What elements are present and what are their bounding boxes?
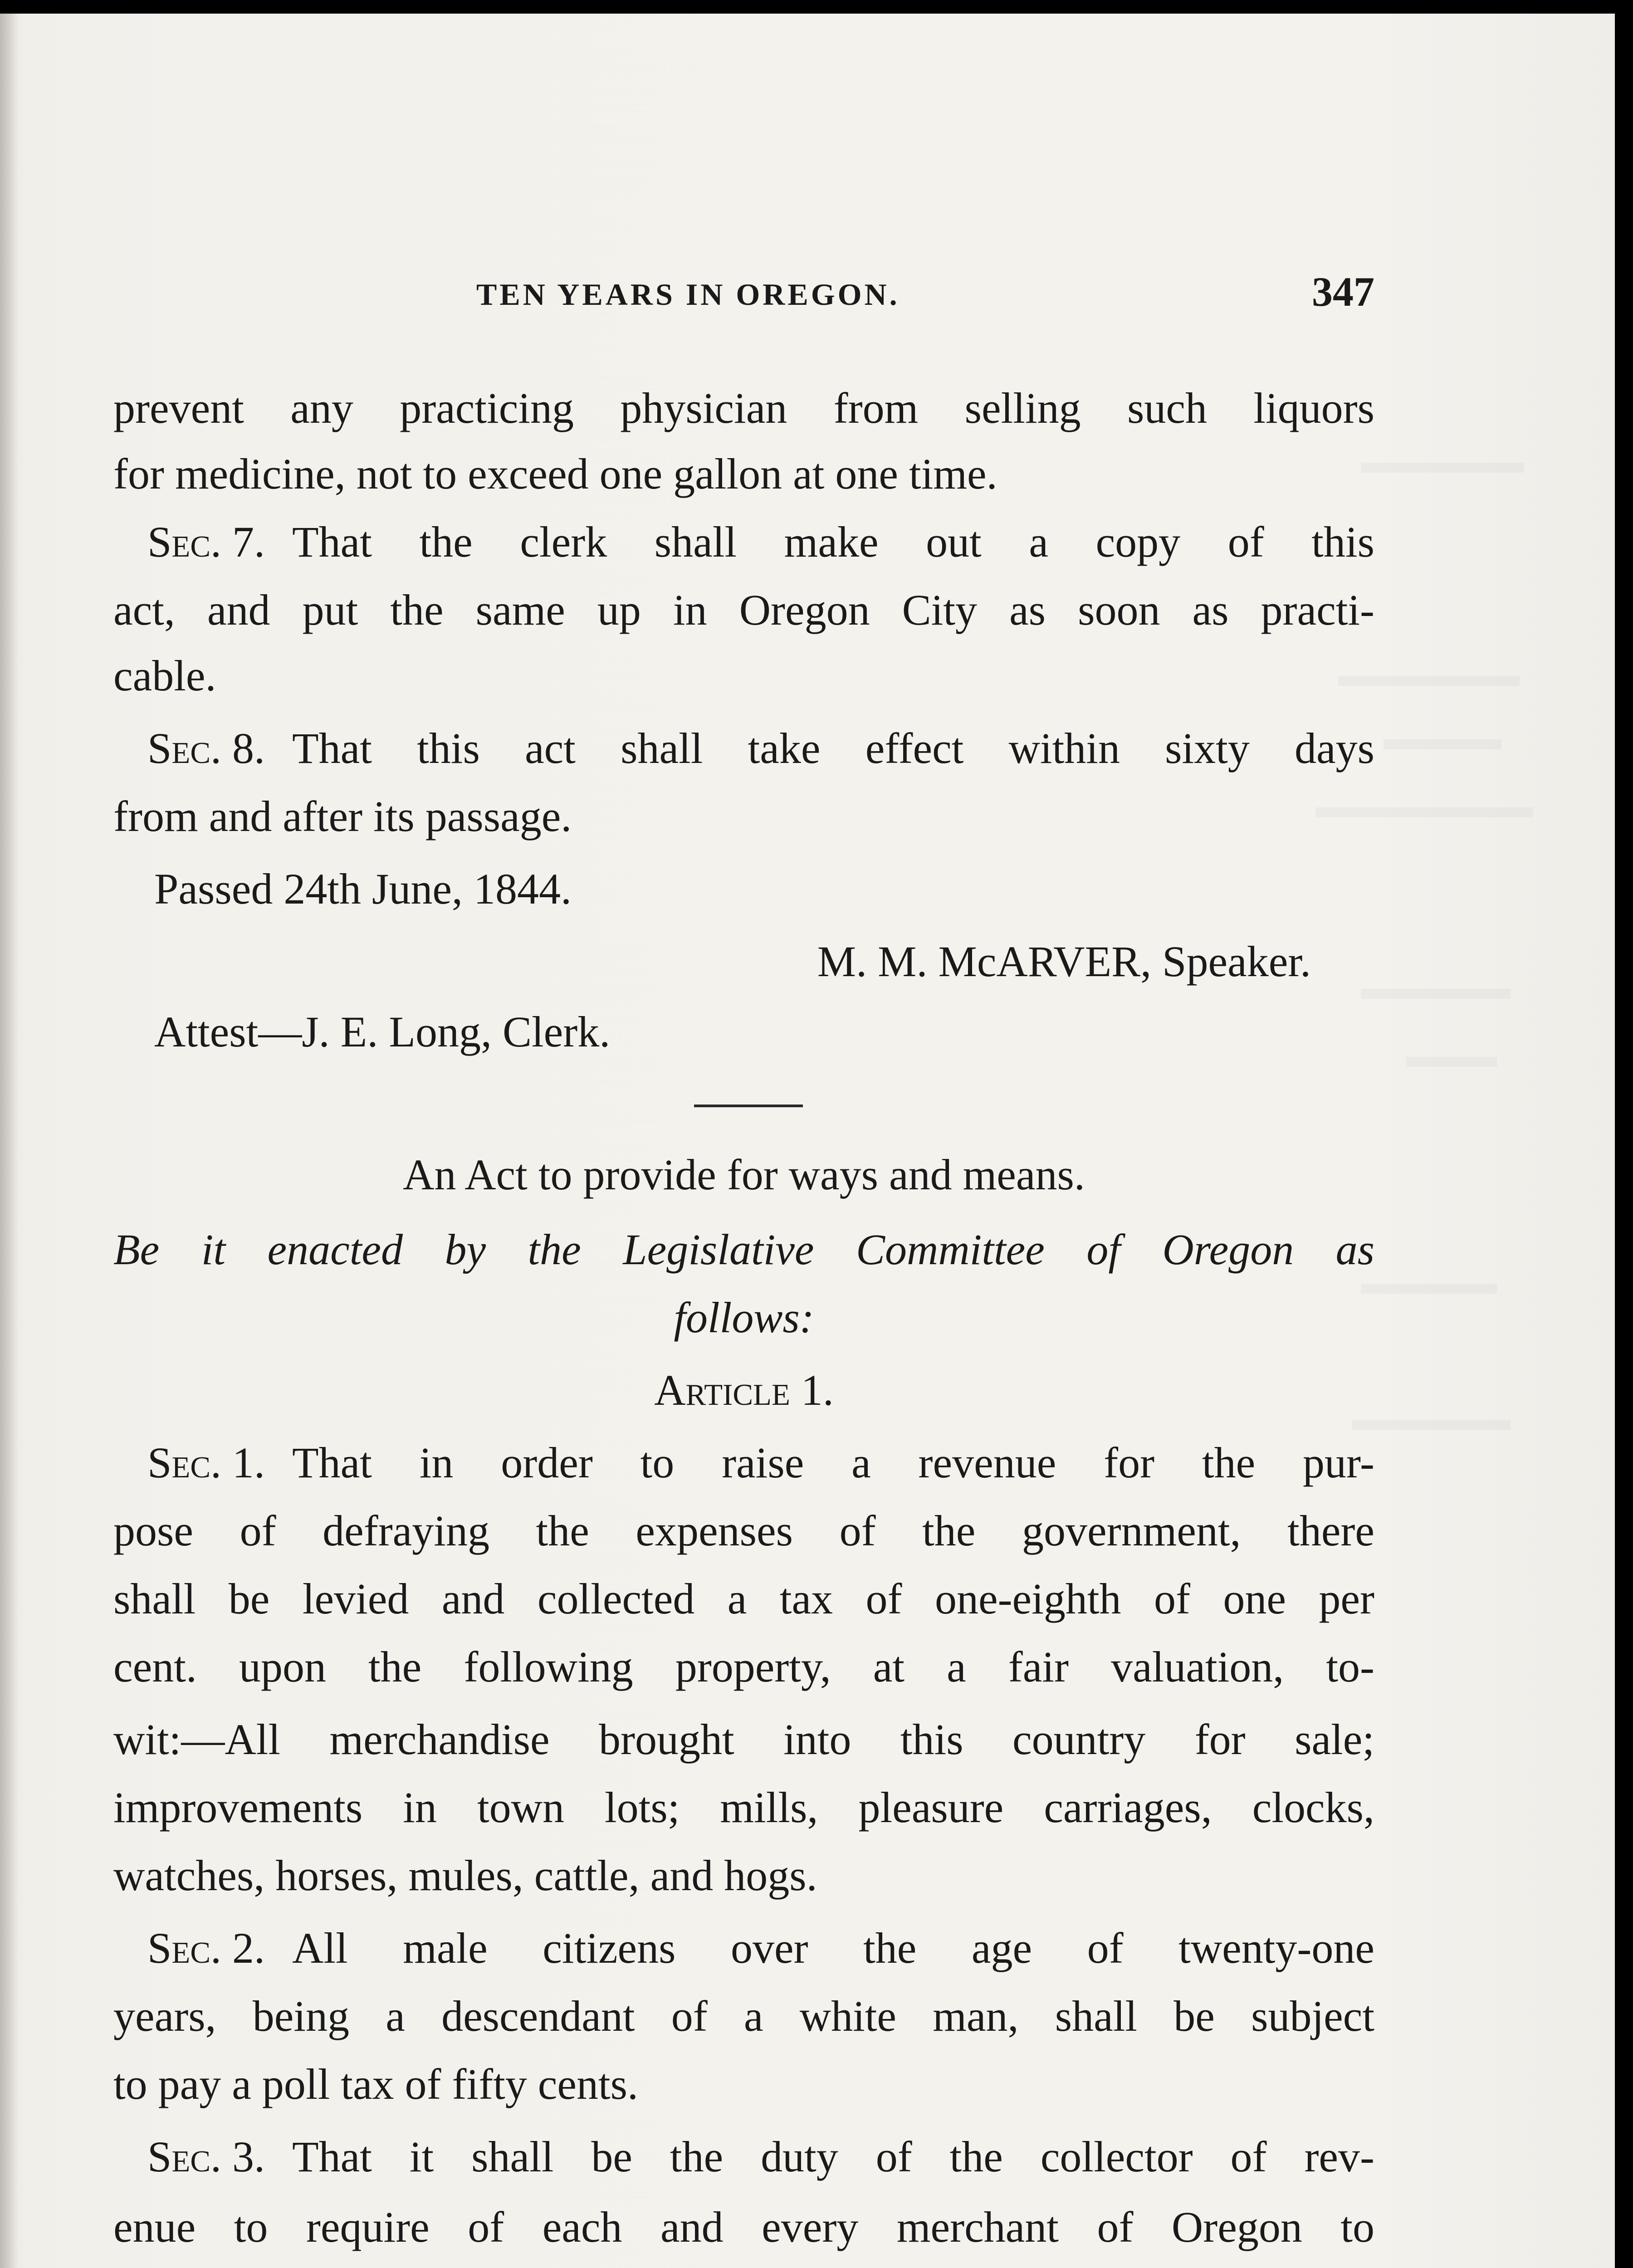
text-line: to pay a poll tax of fifty cents. xyxy=(113,2060,639,2108)
section-text: That in order to raise a revenue for the pur- xyxy=(292,1438,1374,1487)
text-line: cent. upon the following property, at a fair valuation, to- xyxy=(113,1642,1374,1691)
text-line: wit:—All merchandise brought into this country for sale; xyxy=(113,1715,1374,1764)
text-line: for medicine, not to exceed one gallon at one time. xyxy=(113,450,997,498)
text-line: Article 1. xyxy=(654,1366,834,1414)
section-text: That it shall be the duty of the collector of rev- xyxy=(292,2132,1374,2181)
text-line: Passed 24th June, 1844. xyxy=(154,865,572,913)
text-line xyxy=(113,2130,1374,2184)
book-page xyxy=(0,14,1615,2268)
running-header xyxy=(113,268,1374,318)
text-line: An Act to provide for ways and means. xyxy=(403,1150,1085,1199)
text-line: Attest—J. E. Long, Clerk. xyxy=(154,1007,611,1056)
text-line: enue to require of each and every merchant of Oregon to xyxy=(113,2203,1374,2251)
section-label: Sec. 3. xyxy=(147,2132,265,2181)
text-line: pose of defraying the expenses of the government, there xyxy=(113,1506,1374,1555)
text-line: Be it enacted by the Legislative Committee of Oregon as xyxy=(113,1225,1374,1274)
text-line: M. M. McARVER, Speaker. xyxy=(817,937,1311,986)
text-line xyxy=(113,721,1374,776)
running-title: TEN YEARS IN OREGON. xyxy=(476,277,900,312)
text-line: act, and put the same up in Oregon City as soon as practi- xyxy=(113,586,1374,634)
section-label: Sec. 8. xyxy=(147,724,265,772)
text-line xyxy=(113,515,1374,569)
text-line xyxy=(113,1921,1374,1975)
page-number: 347 xyxy=(1312,269,1374,315)
text-line: improvements in town lots; mills, pleasure carriages, clocks, xyxy=(113,1783,1374,1832)
section-text: That the clerk shall make out a copy of this xyxy=(292,518,1374,566)
gutter-shadow xyxy=(0,14,18,2268)
text-line: cable. xyxy=(113,651,216,700)
section-text: That this act shall take effect within sixty days xyxy=(292,724,1374,772)
section-label: Sec. 2. xyxy=(147,1924,265,1972)
text-line: shall be levied and collected a tax of one-eighth of one per xyxy=(113,1574,1374,1623)
section-label: Sec. 1. xyxy=(147,1438,265,1487)
text-line: prevent any practicing physician from selling such liquors xyxy=(113,384,1374,432)
text-line: years, being a descendant of a white man, shall be subject xyxy=(113,1992,1374,2040)
text-line: from and after its passage. xyxy=(113,792,572,841)
section-text: All male citizens over the age of twenty-one xyxy=(292,1924,1374,1972)
section-label: Sec. 7. xyxy=(147,518,265,566)
section-divider-rule xyxy=(694,1105,803,1107)
text-line xyxy=(113,1436,1374,1490)
text-line: watches, horses, mules, cattle, and hogs. xyxy=(113,1851,817,1900)
text-line: follows: xyxy=(674,1293,814,1342)
